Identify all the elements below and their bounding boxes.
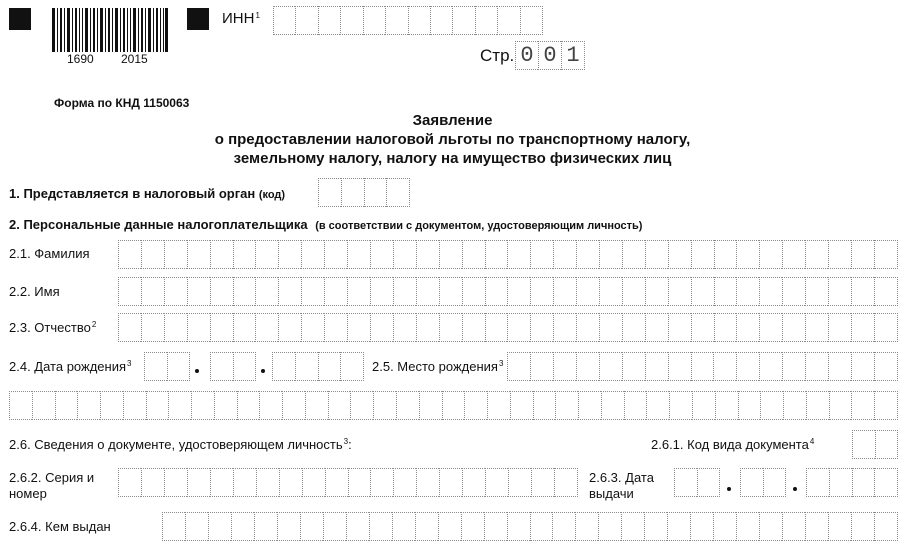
input-cell <box>714 240 737 269</box>
input-cell <box>645 352 668 381</box>
input-cell <box>318 6 340 35</box>
input-cell <box>328 391 351 420</box>
input-cell <box>118 313 141 342</box>
input-cell <box>851 240 874 269</box>
input-cell <box>208 512 231 541</box>
input-cell <box>576 277 599 306</box>
input-cell <box>141 277 164 306</box>
input-cell <box>576 352 599 381</box>
input-cell <box>487 391 510 420</box>
input-cell <box>392 512 415 541</box>
input-cell <box>210 313 233 342</box>
input-cell <box>691 240 714 269</box>
input-cell <box>164 468 187 497</box>
input-cell <box>507 277 530 306</box>
input-cell <box>759 313 782 342</box>
input-cell <box>55 391 78 420</box>
input-cell <box>282 391 305 420</box>
input-cell <box>439 240 462 269</box>
input-cell <box>759 352 782 381</box>
input-cell <box>828 512 851 541</box>
input-cell <box>553 277 576 306</box>
input-cell <box>9 391 32 420</box>
input-cell <box>530 313 553 342</box>
input-cell <box>645 277 668 306</box>
input-cell <box>645 313 668 342</box>
input-cell <box>278 240 301 269</box>
input-cell <box>439 313 462 342</box>
page-digit: 0 <box>538 41 561 70</box>
page-number-field[interactable] <box>515 41 585 70</box>
input-cell <box>507 240 530 269</box>
input-cell <box>141 468 164 497</box>
birth-place-field[interactable] <box>507 352 898 381</box>
input-cell <box>851 277 874 306</box>
input-cell <box>484 512 507 541</box>
input-cell <box>851 512 874 541</box>
input-cell <box>828 313 851 342</box>
input-cell <box>233 468 256 497</box>
input-cell <box>256 468 279 497</box>
input-cell <box>462 277 485 306</box>
input-cell <box>668 313 691 342</box>
input-cell <box>146 391 169 420</box>
input-cell <box>187 313 210 342</box>
input-cell <box>187 277 210 306</box>
page-digit: 0 <box>515 41 538 70</box>
input-cell <box>77 391 100 420</box>
input-cell <box>852 430 875 459</box>
input-cell <box>464 391 487 420</box>
input-cell <box>645 240 668 269</box>
corner-marker-right <box>187 8 209 30</box>
input-cell <box>622 313 645 342</box>
input-cell <box>233 277 256 306</box>
tax-office-code-field[interactable] <box>318 178 410 207</box>
input-cell <box>552 512 575 541</box>
input-cell <box>531 468 554 497</box>
input-cell <box>141 313 164 342</box>
input-cell <box>485 240 508 269</box>
issue-year-field[interactable] <box>806 468 898 497</box>
input-cell <box>187 240 210 269</box>
input-cell <box>363 6 385 35</box>
input-cell <box>851 352 874 381</box>
input-cell <box>348 468 371 497</box>
input-cell <box>277 512 300 541</box>
issued-by-field[interactable] <box>162 512 898 541</box>
input-cell <box>144 352 167 381</box>
input-cell <box>578 391 601 420</box>
input-cell <box>782 313 805 342</box>
input-cell <box>416 468 439 497</box>
input-cell <box>324 313 347 342</box>
input-cell <box>233 240 256 269</box>
input-cell <box>554 468 578 497</box>
input-cell <box>254 512 277 541</box>
form-title-line-3: земельному налогу, налогу на имущество физических лиц <box>233 150 672 167</box>
input-cell <box>533 391 556 420</box>
barcode <box>52 8 168 52</box>
page-label: Стр. <box>480 46 515 65</box>
input-cell <box>622 352 645 381</box>
input-cell <box>691 313 714 342</box>
birth-place-label: 2.5. Место рождения$^3$ <box>372 359 504 374</box>
input-cell <box>713 352 736 381</box>
inn-field[interactable] <box>273 6 543 35</box>
input-cell <box>599 277 622 306</box>
input-cell <box>123 391 146 420</box>
input-cell <box>599 352 622 381</box>
input-cell <box>806 468 829 497</box>
input-cell <box>324 277 347 306</box>
section-1-label: 1. Представляется в налоговый орган (код) <box>9 186 286 201</box>
input-cell <box>438 512 461 541</box>
input-cell <box>350 391 373 420</box>
input-cell <box>575 512 598 541</box>
input-cell <box>278 313 301 342</box>
input-cell <box>347 240 370 269</box>
input-cell <box>497 6 519 35</box>
name-label: 2.2. Имя <box>9 284 60 299</box>
input-cell <box>347 313 370 342</box>
input-cell <box>763 468 787 497</box>
input-cell <box>295 352 318 381</box>
input-cell <box>520 6 543 35</box>
input-cell <box>442 391 465 420</box>
input-cell <box>851 313 874 342</box>
input-cell <box>233 313 256 342</box>
form-code: Форма по КНД 1150063 <box>54 96 190 110</box>
input-cell <box>167 352 191 381</box>
input-cell <box>624 391 647 420</box>
input-cell <box>690 512 713 541</box>
input-cell <box>736 313 759 342</box>
input-cell <box>805 240 828 269</box>
birth-date-label: 2.4. Дата рождения$^3$ <box>9 359 132 374</box>
input-cell <box>875 430 899 459</box>
input-cell <box>828 240 851 269</box>
input-cell <box>32 391 55 420</box>
patronymic-field[interactable] <box>118 313 898 342</box>
series-number-field[interactable] <box>118 468 578 497</box>
input-cell <box>874 277 898 306</box>
input-cell <box>874 352 898 381</box>
input-cell <box>318 352 341 381</box>
input-cell <box>141 240 164 269</box>
input-cell <box>530 352 553 381</box>
input-cell <box>272 352 295 381</box>
doc-type-field[interactable] <box>852 430 898 459</box>
input-cell <box>430 6 452 35</box>
input-cell <box>691 352 714 381</box>
input-cell <box>305 391 328 420</box>
input-cell <box>385 6 407 35</box>
issue-date-label: 2.6.3. Дата выдачи <box>589 470 654 501</box>
input-cell <box>278 277 301 306</box>
input-cell <box>782 352 805 381</box>
input-cell <box>714 277 737 306</box>
input-cell <box>828 277 851 306</box>
input-cell <box>210 240 233 269</box>
input-cell <box>347 277 370 306</box>
input-cell <box>485 277 508 306</box>
input-cell <box>301 277 324 306</box>
input-cell <box>760 391 783 420</box>
input-cell <box>782 512 805 541</box>
input-cell <box>621 512 644 541</box>
input-cell <box>419 391 442 420</box>
input-cell <box>369 512 392 541</box>
input-cell <box>187 468 210 497</box>
document-section-label: 2.6. Сведения о документе, удостоверяющем личность$^3$: <box>9 437 352 452</box>
birth-day-field[interactable] <box>144 352 190 381</box>
input-cell <box>164 240 187 269</box>
doc-type-label: 2.6.1. Код вида документа$^4$ <box>651 437 815 452</box>
input-cell <box>340 352 364 381</box>
input-cell <box>715 391 738 420</box>
input-cell <box>759 240 782 269</box>
input-cell <box>185 512 208 541</box>
input-cell <box>259 391 282 420</box>
input-cell <box>164 277 187 306</box>
input-cell <box>598 512 621 541</box>
input-cell <box>736 352 759 381</box>
input-cell <box>601 391 624 420</box>
input-cell <box>668 240 691 269</box>
input-cell <box>644 512 667 541</box>
input-cell <box>162 512 185 541</box>
barcode-code-1: 1690 <box>67 52 94 66</box>
input-cell <box>828 352 851 381</box>
input-cell <box>510 391 533 420</box>
input-cell <box>555 391 578 420</box>
input-cell <box>713 512 736 541</box>
input-cell <box>168 391 191 420</box>
input-cell <box>302 468 325 497</box>
input-cell <box>530 277 553 306</box>
input-cell <box>164 313 187 342</box>
input-cell <box>507 313 530 342</box>
input-cell <box>452 6 474 35</box>
input-cell <box>759 277 782 306</box>
input-cell <box>736 512 759 541</box>
input-cell <box>295 6 317 35</box>
surname-label: 2.1. Фамилия <box>9 246 90 261</box>
issued-by-label: 2.6.4. Кем выдан <box>9 519 111 534</box>
input-cell <box>118 468 141 497</box>
input-cell <box>462 313 485 342</box>
patronymic-label: 2.3. Отчество$^2$ <box>9 320 97 335</box>
input-cell <box>485 313 508 342</box>
input-cell <box>300 512 323 541</box>
corner-marker-left <box>9 8 31 30</box>
series-label: 2.6.2. Серия и номер <box>9 470 95 501</box>
input-cell <box>667 512 690 541</box>
birth-month-field[interactable] <box>210 352 256 381</box>
barcode-code-2: 2015 <box>121 52 148 66</box>
input-cell <box>462 468 485 497</box>
input-cell <box>416 313 439 342</box>
birth-place-field-continued[interactable] <box>9 391 898 420</box>
input-cell <box>530 512 553 541</box>
input-cell <box>646 391 669 420</box>
input-cell <box>669 391 692 420</box>
date-separator <box>727 487 731 491</box>
input-cell <box>255 277 278 306</box>
input-cell <box>874 391 898 420</box>
input-cell <box>370 313 393 342</box>
input-cell <box>829 468 852 497</box>
input-cell <box>852 468 875 497</box>
input-cell <box>874 313 898 342</box>
input-cell <box>210 352 233 381</box>
input-cell <box>273 6 295 35</box>
input-cell <box>340 6 362 35</box>
input-cell <box>829 391 852 420</box>
date-separator <box>195 369 199 373</box>
input-cell <box>674 468 697 497</box>
form-title-line-1: Заявление <box>412 112 493 129</box>
inn-label: ИНН$^1$ <box>222 10 260 27</box>
input-cell <box>373 391 396 420</box>
input-cell <box>233 352 257 381</box>
input-cell <box>599 313 622 342</box>
input-cell <box>370 240 393 269</box>
input-cell <box>714 313 737 342</box>
birth-year-field[interactable] <box>272 352 364 381</box>
input-cell <box>697 468 721 497</box>
input-cell <box>553 313 576 342</box>
input-cell <box>318 178 341 207</box>
input-cell <box>386 178 410 207</box>
input-cell <box>576 313 599 342</box>
input-cell <box>740 468 763 497</box>
input-cell <box>325 468 348 497</box>
input-cell <box>118 240 141 269</box>
input-cell <box>805 352 828 381</box>
input-cell <box>416 240 439 269</box>
input-cell <box>415 512 438 541</box>
input-cell <box>191 391 214 420</box>
input-cell <box>462 240 485 269</box>
input-cell <box>416 277 439 306</box>
input-cell <box>475 6 497 35</box>
input-cell <box>806 391 829 420</box>
input-cell <box>346 512 369 541</box>
input-cell <box>805 277 828 306</box>
input-cell <box>736 277 759 306</box>
input-cell <box>408 6 430 35</box>
date-separator <box>261 369 265 373</box>
input-cell <box>324 240 347 269</box>
input-cell <box>759 512 782 541</box>
issue-day-field[interactable] <box>674 468 720 497</box>
input-cell <box>439 277 462 306</box>
input-cell <box>364 178 387 207</box>
input-cell <box>301 313 324 342</box>
input-cell <box>255 313 278 342</box>
input-cell <box>341 178 364 207</box>
input-cell <box>692 391 715 420</box>
form-title-line-2: о предоставлении налоговой льготы по транспортному налогу, <box>214 131 691 148</box>
input-cell <box>301 240 324 269</box>
input-cell <box>805 313 828 342</box>
input-cell <box>507 512 530 541</box>
name-field[interactable] <box>118 277 898 306</box>
input-cell <box>323 512 346 541</box>
input-cell <box>782 277 805 306</box>
input-cell <box>100 391 123 420</box>
section-2-label: 2. Персональные данные налогоплательщика (в соответствии с документом, удостоверяющим личность) <box>9 217 643 232</box>
input-cell <box>393 313 416 342</box>
input-cell <box>553 240 576 269</box>
input-cell <box>738 391 761 420</box>
input-cell <box>118 277 141 306</box>
input-cell <box>393 240 416 269</box>
input-cell <box>874 512 898 541</box>
input-cell <box>508 468 531 497</box>
input-cell <box>255 240 278 269</box>
page-digit: 1 <box>561 41 585 70</box>
date-separator <box>793 487 797 491</box>
input-cell <box>237 391 260 420</box>
surname-field[interactable] <box>118 240 898 269</box>
input-cell <box>393 468 416 497</box>
input-cell <box>736 240 759 269</box>
input-cell <box>231 512 254 541</box>
input-cell <box>210 468 233 497</box>
input-cell <box>805 512 828 541</box>
input-cell <box>576 240 599 269</box>
input-cell <box>485 468 508 497</box>
input-cell <box>874 468 898 497</box>
input-cell <box>461 512 484 541</box>
input-cell <box>668 352 691 381</box>
input-cell <box>622 277 645 306</box>
input-cell <box>782 240 805 269</box>
input-cell <box>279 468 302 497</box>
input-cell <box>851 391 874 420</box>
input-cell <box>691 277 714 306</box>
input-cell <box>874 240 898 269</box>
input-cell <box>370 277 393 306</box>
input-cell <box>668 277 691 306</box>
input-cell <box>214 391 237 420</box>
input-cell <box>553 352 576 381</box>
input-cell <box>530 240 553 269</box>
input-cell <box>622 240 645 269</box>
input-cell <box>393 277 416 306</box>
issue-month-field[interactable] <box>740 468 786 497</box>
input-cell <box>507 352 530 381</box>
input-cell <box>210 277 233 306</box>
input-cell <box>439 468 462 497</box>
input-cell <box>370 468 393 497</box>
input-cell <box>599 240 622 269</box>
input-cell <box>783 391 806 420</box>
input-cell <box>396 391 419 420</box>
